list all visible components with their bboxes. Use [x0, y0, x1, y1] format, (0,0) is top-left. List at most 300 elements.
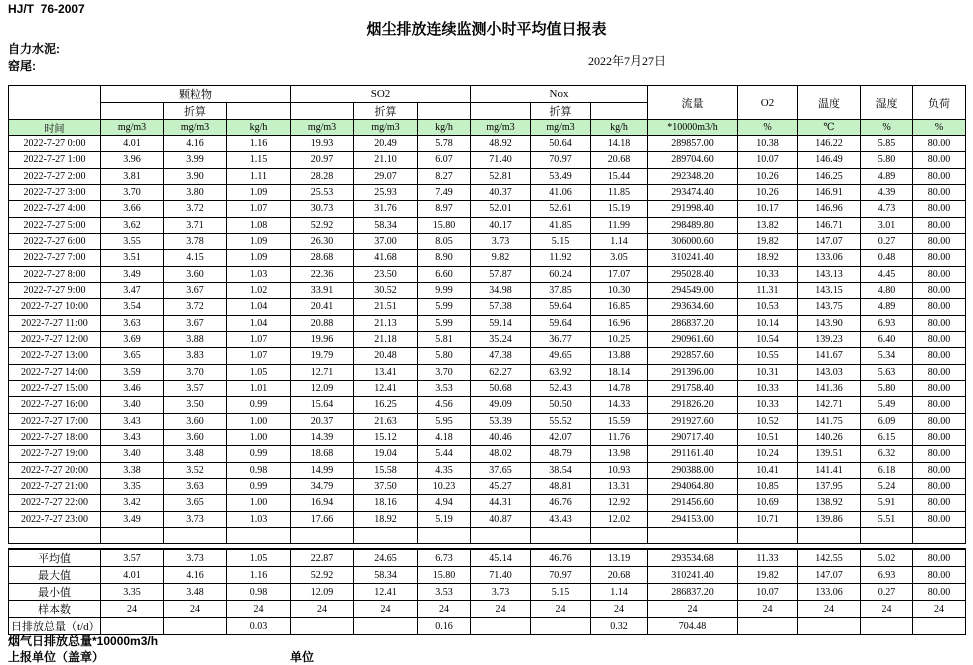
- value-cell: 35.24: [471, 331, 531, 347]
- flue-gas-total-note: 烟气日排放总量*10000m3/h: [8, 634, 159, 648]
- summary-value: 19.82: [738, 567, 798, 584]
- value-cell: 3.60: [164, 413, 227, 429]
- value-cell: 28.68: [291, 250, 354, 266]
- unit-header: mg/m3: [164, 120, 227, 136]
- table-row: [9, 233, 966, 249]
- value-cell: 3.70: [418, 364, 471, 380]
- summary-value: 11.33: [738, 549, 798, 567]
- value-cell: 1.08: [227, 217, 291, 233]
- value-cell: 141.67: [798, 348, 861, 364]
- time-cell: 2022-7-27 13:00: [9, 348, 101, 364]
- value-cell: 16.96: [591, 315, 648, 331]
- summary-value: [164, 618, 227, 635]
- table-row: [9, 184, 966, 200]
- table-row: [9, 364, 966, 380]
- value-cell: 1.04: [227, 299, 291, 315]
- value-cell: 3.40: [101, 397, 164, 413]
- value-cell: 48.81: [531, 478, 591, 494]
- value-cell: 5.81: [418, 331, 471, 347]
- value-cell: 13.31: [591, 478, 648, 494]
- value-cell: 12.02: [591, 511, 648, 527]
- summary-value: 24: [101, 601, 164, 618]
- summary-value: 71.40: [471, 567, 531, 584]
- value-cell: 293474.40: [648, 184, 738, 200]
- value-cell: 80.00: [913, 152, 966, 168]
- value-cell: 3.96: [101, 152, 164, 168]
- value-cell: 41.85: [531, 217, 591, 233]
- value-cell: 17.66: [291, 511, 354, 527]
- summary-value: 5.02: [861, 549, 913, 567]
- summary-value: 12.41: [354, 584, 418, 601]
- value-cell: 8.05: [418, 233, 471, 249]
- value-cell: 3.78: [164, 233, 227, 249]
- value-cell: 45.27: [471, 478, 531, 494]
- time-cell: 2022-7-27 12:00: [9, 331, 101, 347]
- value-cell: 11.92: [531, 250, 591, 266]
- value-cell: 80.00: [913, 136, 966, 152]
- sub-blank: [471, 103, 531, 120]
- unit-header: kg/h: [227, 120, 291, 136]
- value-cell: 1.14: [591, 233, 648, 249]
- value-cell: 4.18: [418, 429, 471, 445]
- value-cell: 1.11: [227, 168, 291, 184]
- company-label: 自力水泥:: [8, 42, 60, 56]
- value-cell: 3.48: [164, 446, 227, 462]
- time-cell: 2022-7-27 9:00: [9, 282, 101, 298]
- value-cell: 3.60: [164, 266, 227, 282]
- time-cell: 2022-7-27 19:00: [9, 446, 101, 462]
- summary-row: [9, 567, 966, 584]
- blank-cell: [738, 527, 798, 543]
- summary-value: 4.01: [101, 567, 164, 584]
- value-cell: 14.39: [291, 429, 354, 445]
- summary-value: 704.48: [648, 618, 738, 635]
- report-title: 烟尘排放连续监测小时平均值日报表: [366, 21, 607, 38]
- value-cell: 4.45: [861, 266, 913, 282]
- summary-value: 1.16: [227, 567, 291, 584]
- value-cell: 5.19: [418, 511, 471, 527]
- value-cell: 50.64: [531, 136, 591, 152]
- value-cell: 10.33: [738, 380, 798, 396]
- value-cell: 3.43: [101, 429, 164, 445]
- value-cell: 146.49: [798, 152, 861, 168]
- value-cell: 60.24: [531, 266, 591, 282]
- value-cell: 48.79: [531, 446, 591, 462]
- value-cell: 18.92: [738, 250, 798, 266]
- value-cell: 8.27: [418, 168, 471, 184]
- table-row: [9, 478, 966, 494]
- value-cell: 30.73: [291, 201, 354, 217]
- summary-value: 6.73: [418, 549, 471, 567]
- value-cell: 290717.40: [648, 429, 738, 445]
- value-cell: 291758.40: [648, 380, 738, 396]
- value-cell: 3.80: [164, 184, 227, 200]
- blank-cell: [354, 527, 418, 543]
- summary-value: 22.87: [291, 549, 354, 567]
- value-cell: 3.35: [101, 478, 164, 494]
- table-row: [9, 250, 966, 266]
- summary-value: 24.65: [354, 549, 418, 567]
- summary-value: 52.92: [291, 567, 354, 584]
- table-row: [9, 168, 966, 184]
- time-header-spacer: [9, 86, 101, 120]
- table-row: [9, 299, 966, 315]
- unit-header: %: [861, 120, 913, 136]
- value-cell: 291998.40: [648, 201, 738, 217]
- summary-value: 3.53: [418, 584, 471, 601]
- value-cell: 5.99: [418, 315, 471, 331]
- value-cell: 4.89: [861, 168, 913, 184]
- value-cell: 3.47: [101, 282, 164, 298]
- value-cell: 4.94: [418, 495, 471, 511]
- value-cell: 3.72: [164, 299, 227, 315]
- value-cell: 1.01: [227, 380, 291, 396]
- col-flow: 流量: [648, 86, 738, 120]
- value-cell: 80.00: [913, 282, 966, 298]
- value-cell: 49.65: [531, 348, 591, 364]
- summary-value: 0.98: [227, 584, 291, 601]
- value-cell: 48.02: [471, 446, 531, 462]
- value-cell: 49.09: [471, 397, 531, 413]
- value-cell: 26.30: [291, 233, 354, 249]
- value-cell: 141.75: [798, 413, 861, 429]
- value-cell: 10.33: [738, 397, 798, 413]
- value-cell: 3.40: [101, 446, 164, 462]
- value-cell: 6.32: [861, 446, 913, 462]
- time-cell: 2022-7-27 6:00: [9, 233, 101, 249]
- value-cell: 140.26: [798, 429, 861, 445]
- value-cell: 10.07: [738, 152, 798, 168]
- value-cell: 52.81: [471, 168, 531, 184]
- value-cell: 58.34: [354, 217, 418, 233]
- value-cell: 10.54: [738, 331, 798, 347]
- col-load: 负荷: [913, 86, 966, 120]
- value-cell: 37.50: [354, 478, 418, 494]
- value-cell: 13.41: [354, 364, 418, 380]
- blank-cell: [471, 527, 531, 543]
- value-cell: 19.04: [354, 446, 418, 462]
- value-cell: 21.51: [354, 299, 418, 315]
- value-cell: 63.92: [531, 364, 591, 380]
- value-cell: 12.71: [291, 364, 354, 380]
- value-cell: 3.59: [101, 364, 164, 380]
- table-row: [9, 201, 966, 217]
- sub-blank: [291, 103, 354, 120]
- summary-row: [9, 584, 966, 601]
- value-cell: 293634.60: [648, 299, 738, 315]
- value-cell: 40.17: [471, 217, 531, 233]
- time-cell: 2022-7-27 3:00: [9, 184, 101, 200]
- value-cell: 5.51: [861, 511, 913, 527]
- time-cell: 2022-7-27 10:00: [9, 299, 101, 315]
- value-cell: 295028.40: [648, 266, 738, 282]
- time-cell: 2022-7-27 14:00: [9, 364, 101, 380]
- summary-value: [531, 618, 591, 635]
- value-cell: 1.03: [227, 511, 291, 527]
- value-cell: 1.04: [227, 315, 291, 331]
- time-cell: 2022-7-27 16:00: [9, 397, 101, 413]
- time-cell: 2022-7-27 4:00: [9, 201, 101, 217]
- value-cell: 3.62: [101, 217, 164, 233]
- value-cell: 3.38: [101, 462, 164, 478]
- table-row: [9, 397, 966, 413]
- col-humidity: 湿度: [861, 86, 913, 120]
- value-cell: 291826.20: [648, 397, 738, 413]
- value-cell: 36.77: [531, 331, 591, 347]
- value-cell: 142.71: [798, 397, 861, 413]
- value-cell: 10.52: [738, 413, 798, 429]
- value-cell: 12.41: [354, 380, 418, 396]
- value-cell: 80.00: [913, 217, 966, 233]
- value-cell: 3.49: [101, 266, 164, 282]
- value-cell: 34.79: [291, 478, 354, 494]
- value-cell: 294549.00: [648, 282, 738, 298]
- summary-value: 58.34: [354, 567, 418, 584]
- value-cell: 0.27: [861, 233, 913, 249]
- units-row: [9, 120, 966, 136]
- value-cell: 291396.00: [648, 364, 738, 380]
- summary-value: 24: [471, 601, 531, 618]
- value-cell: 6.93: [861, 315, 913, 331]
- table-row: [9, 315, 966, 331]
- value-cell: 5.80: [861, 380, 913, 396]
- blank-cell: [291, 527, 354, 543]
- summary-label: 样本数: [9, 601, 101, 618]
- value-cell: 10.55: [738, 348, 798, 364]
- value-cell: 59.14: [471, 315, 531, 331]
- value-cell: 80.00: [913, 201, 966, 217]
- value-cell: 1.02: [227, 282, 291, 298]
- value-cell: 10.53: [738, 299, 798, 315]
- summary-value: 13.19: [591, 549, 648, 567]
- value-cell: 10.85: [738, 478, 798, 494]
- value-cell: 3.71: [164, 217, 227, 233]
- sub-blank: [101, 103, 164, 120]
- table-row: [9, 136, 966, 152]
- time-cell: 2022-7-27 18:00: [9, 429, 101, 445]
- value-cell: 17.07: [591, 266, 648, 282]
- value-cell: 13.82: [738, 217, 798, 233]
- value-cell: 138.92: [798, 495, 861, 511]
- value-cell: 3.90: [164, 168, 227, 184]
- value-cell: 20.68: [591, 152, 648, 168]
- table-row: [9, 413, 966, 429]
- value-cell: 14.78: [591, 380, 648, 396]
- value-cell: 292857.60: [648, 348, 738, 364]
- value-cell: 30.52: [354, 282, 418, 298]
- value-cell: 289704.60: [648, 152, 738, 168]
- summary-value: 0.32: [591, 618, 648, 635]
- value-cell: 20.41: [291, 299, 354, 315]
- value-cell: 6.09: [861, 413, 913, 429]
- value-cell: 10.41: [738, 462, 798, 478]
- value-cell: 3.73: [471, 233, 531, 249]
- table-row: [9, 429, 966, 445]
- value-cell: 80.00: [913, 462, 966, 478]
- value-cell: 14.18: [591, 136, 648, 152]
- table-row: [9, 348, 966, 364]
- value-cell: 0.99: [227, 397, 291, 413]
- value-cell: 4.56: [418, 397, 471, 413]
- summary-value: 46.76: [531, 549, 591, 567]
- value-cell: 6.60: [418, 266, 471, 282]
- value-cell: 3.65: [164, 495, 227, 511]
- value-cell: 20.49: [354, 136, 418, 152]
- unit-label: 单位: [290, 650, 315, 664]
- value-cell: 55.52: [531, 413, 591, 429]
- value-cell: 59.64: [531, 315, 591, 331]
- value-cell: 80.00: [913, 168, 966, 184]
- value-cell: 10.93: [591, 462, 648, 478]
- value-cell: 18.68: [291, 446, 354, 462]
- value-cell: 19.93: [291, 136, 354, 152]
- value-cell: 10.69: [738, 495, 798, 511]
- value-cell: 4.80: [861, 282, 913, 298]
- value-cell: 20.48: [354, 348, 418, 364]
- value-cell: 3.70: [164, 364, 227, 380]
- value-cell: 80.00: [913, 511, 966, 527]
- value-cell: 80.00: [913, 250, 966, 266]
- summary-value: 0.16: [418, 618, 471, 635]
- sub-blank: [227, 103, 291, 120]
- value-cell: 4.35: [418, 462, 471, 478]
- value-cell: 5.85: [861, 136, 913, 152]
- blank-cell: [531, 527, 591, 543]
- value-cell: 146.71: [798, 217, 861, 233]
- value-cell: 1.07: [227, 331, 291, 347]
- value-cell: 53.39: [471, 413, 531, 429]
- value-cell: 4.16: [164, 136, 227, 152]
- blank-cell: [913, 527, 966, 543]
- value-cell: 1.15: [227, 152, 291, 168]
- value-cell: 9.99: [418, 282, 471, 298]
- value-cell: 10.25: [591, 331, 648, 347]
- value-cell: 1.07: [227, 201, 291, 217]
- value-cell: 3.67: [164, 315, 227, 331]
- summary-row: [9, 549, 966, 567]
- value-cell: 13.98: [591, 446, 648, 462]
- unit-header: %: [913, 120, 966, 136]
- summary-value: [798, 618, 861, 635]
- value-cell: 291927.60: [648, 413, 738, 429]
- value-cell: 3.52: [164, 462, 227, 478]
- value-cell: 1.07: [227, 348, 291, 364]
- summary-value: 3.35: [101, 584, 164, 601]
- value-cell: 139.23: [798, 331, 861, 347]
- header-group-row: [9, 86, 966, 103]
- value-cell: 16.94: [291, 495, 354, 511]
- value-cell: 52.92: [291, 217, 354, 233]
- value-cell: 137.95: [798, 478, 861, 494]
- value-cell: 42.07: [531, 429, 591, 445]
- table-row: [9, 152, 966, 168]
- table-row: [9, 511, 966, 527]
- col-group-nox: Nox: [471, 86, 648, 103]
- value-cell: 5.91: [861, 495, 913, 511]
- summary-value: 24: [913, 601, 966, 618]
- value-cell: 21.13: [354, 315, 418, 331]
- summary-value: 24: [418, 601, 471, 618]
- value-cell: 40.87: [471, 511, 531, 527]
- summary-value: 24: [164, 601, 227, 618]
- value-cell: 18.16: [354, 495, 418, 511]
- value-cell: 15.58: [354, 462, 418, 478]
- value-cell: 0.98: [227, 462, 291, 478]
- value-cell: 52.43: [531, 380, 591, 396]
- value-cell: 286837.20: [648, 315, 738, 331]
- value-cell: 11.85: [591, 184, 648, 200]
- value-cell: 80.00: [913, 397, 966, 413]
- value-cell: 8.97: [418, 201, 471, 217]
- value-cell: 3.81: [101, 168, 164, 184]
- value-cell: 41.06: [531, 184, 591, 200]
- value-cell: 143.75: [798, 299, 861, 315]
- time-cell: 2022-7-27 23:00: [9, 511, 101, 527]
- value-cell: 23.50: [354, 266, 418, 282]
- value-cell: 10.71: [738, 511, 798, 527]
- summary-value: 4.16: [164, 567, 227, 584]
- value-cell: 143.15: [798, 282, 861, 298]
- value-cell: 21.18: [354, 331, 418, 347]
- sub-blank: [418, 103, 471, 120]
- value-cell: 10.30: [591, 282, 648, 298]
- value-cell: 3.63: [164, 478, 227, 494]
- value-cell: 25.93: [354, 184, 418, 200]
- summary-value: 3.48: [164, 584, 227, 601]
- value-cell: 0.99: [227, 478, 291, 494]
- value-cell: 146.96: [798, 201, 861, 217]
- value-cell: 10.17: [738, 201, 798, 217]
- summary-value: 24: [648, 601, 738, 618]
- value-cell: 290388.00: [648, 462, 738, 478]
- value-cell: 7.49: [418, 184, 471, 200]
- value-cell: 5.63: [861, 364, 913, 380]
- unit-header: mg/m3: [354, 120, 418, 136]
- time-cell: 2022-7-27 7:00: [9, 250, 101, 266]
- summary-row: [9, 601, 966, 618]
- value-cell: 34.98: [471, 282, 531, 298]
- value-cell: 10.26: [738, 184, 798, 200]
- value-cell: 1.16: [227, 136, 291, 152]
- value-cell: 294064.80: [648, 478, 738, 494]
- value-cell: 5.49: [861, 397, 913, 413]
- table-row: [9, 266, 966, 282]
- value-cell: 11.99: [591, 217, 648, 233]
- value-cell: 3.73: [164, 511, 227, 527]
- value-cell: 12.09: [291, 380, 354, 396]
- value-cell: 80.00: [913, 348, 966, 364]
- value-cell: 3.46: [101, 380, 164, 396]
- value-cell: 37.65: [471, 462, 531, 478]
- value-cell: 80.00: [913, 413, 966, 429]
- blank-cell: [101, 527, 164, 543]
- value-cell: 41.68: [354, 250, 418, 266]
- value-cell: 147.07: [798, 233, 861, 249]
- summary-value: 3.57: [101, 549, 164, 567]
- value-cell: 40.37: [471, 184, 531, 200]
- value-cell: 4.89: [861, 299, 913, 315]
- sub-converted-pm: 折算: [164, 103, 227, 120]
- table-row: [9, 495, 966, 511]
- report-date: 2022年7月27日: [588, 54, 667, 68]
- value-cell: 294153.00: [648, 511, 738, 527]
- value-cell: 3.42: [101, 495, 164, 511]
- value-cell: 3.69: [101, 331, 164, 347]
- value-cell: 143.03: [798, 364, 861, 380]
- value-cell: 16.85: [591, 299, 648, 315]
- time-cell: 2022-7-27 11:00: [9, 315, 101, 331]
- value-cell: 8.90: [418, 250, 471, 266]
